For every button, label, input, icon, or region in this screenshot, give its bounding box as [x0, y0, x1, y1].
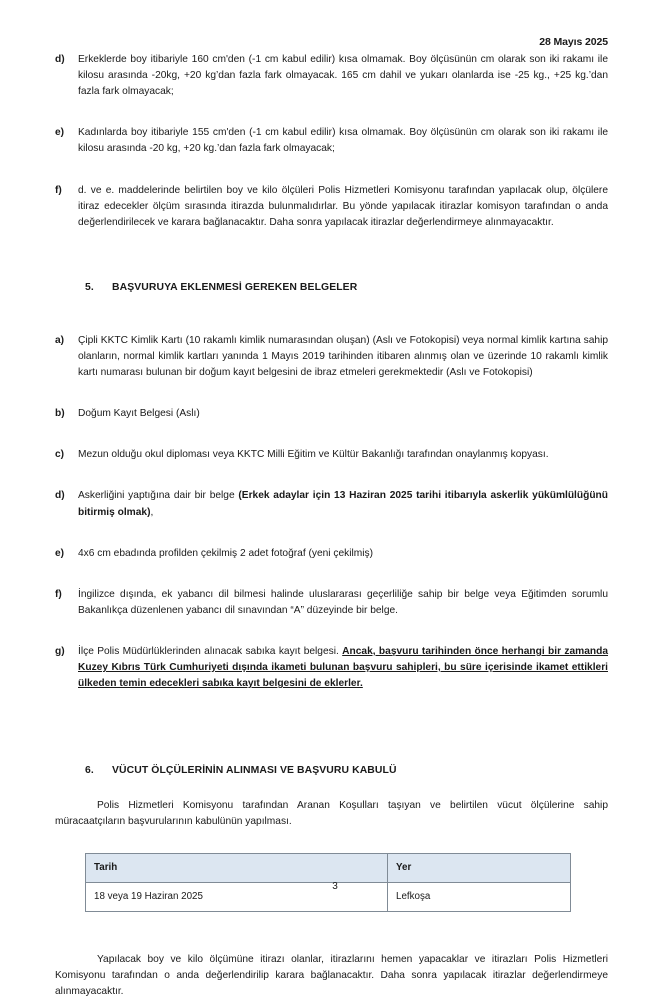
list-item	[55, 52, 608, 100]
section-title: BAŞVURUYA EKLENMESİ GEREKEN BELGELER	[112, 281, 358, 293]
list-item-text	[78, 644, 608, 692]
list-item	[55, 125, 608, 157]
spacer	[0, 743, 670, 765]
list-item-marker: a)	[55, 334, 65, 346]
spacer	[0, 392, 670, 406]
section6-intro-paragraph: Polis Hizmetleri Komisyonu tarafından Aranan Koşulları taşıyan ve belirtilen vücut ölçülerine sahip müracaatçıların başvurularının kabulünün yapılması.	[55, 800, 608, 828]
list-item-text: İngilizce dışında, ek yabancı dil bilmesi halinde uluslararası geçerliliğe sahip bir belge veya Eğitimden sorumlu Bakanlıkça düzenlenen yabancı dil sınavından “A” düzeyinde bir belge.	[78, 588, 608, 616]
section-title: VÜCUT ÖLÇÜLERİNİN ALINMASI VE BAŞVURU KABULÜ	[112, 765, 397, 777]
spacer	[0, 703, 670, 743]
spacer	[0, 831, 670, 853]
list-item	[55, 406, 608, 422]
header-date: 28 Mayıs 2025	[539, 36, 608, 48]
spacer	[0, 776, 670, 798]
list-item-marker: e)	[55, 547, 65, 559]
list-item-marker: d)	[55, 54, 65, 65]
table-header-row	[86, 853, 571, 882]
list-item-marker: d)	[55, 490, 65, 502]
list-item-text: Kadınlarda boy itibariyle 155 cm'den (-1 cm kabul edilir) kısa olmamak. Boy ölçüsünün cm olarak son iki rakamı ile kilosu arasında -20 kg, +20 kg.’dan fazla fark olmayacak;	[78, 127, 608, 155]
list-item	[55, 546, 608, 562]
section-heading-5	[85, 282, 608, 293]
spacer	[0, 573, 670, 587]
list-item	[55, 488, 608, 520]
list-item-text-plain: Askerliğini yaptığına dair bir belge	[78, 490, 239, 502]
section-number: 6.	[85, 765, 94, 777]
list-item	[55, 644, 608, 692]
list-item	[55, 333, 608, 381]
list-item-text: 4x6 cm ebadında profilden çekilmiş 2 adet fotoğraf (yeni çekilmiş)	[78, 547, 374, 559]
spacer	[0, 912, 670, 952]
list-item-text: Çipli KKTC Kimlik Kartı (10 rakamlı kimlik numarasından oluşan) (Aslı ve Fotokopisi) veya normal kimlik kartına sahip olanların, normal kimlik kartları yanında 1 Mayıs 2019 tarihinden itibaren alınmış olan ve üzerinde 10 rakamlı kimlik kartı numarası bulunan bir doğum kayıt belgesini de ibraz etmeleri gerekmektedir (Aslı ve Fotokopisi)	[78, 334, 608, 379]
list-item-marker: c)	[55, 449, 65, 461]
spacer	[0, 169, 670, 183]
spacer	[0, 630, 670, 644]
list-item-marker: e)	[55, 127, 65, 139]
list-item-marker: g)	[55, 645, 65, 657]
section-number: 5.	[85, 281, 94, 293]
list-item-text-plain: İlçe Polis Müdürlüklerinden alınacak sabıka kayıt belgesi.	[78, 645, 343, 657]
spacer	[0, 293, 670, 333]
list-item-text: d. ve e. maddelerinde belirtilen boy ve kilo ölçüleri Polis Hizmetleri Komisyonu tarafından yapılacak olup, ölçülere itiraz edecekler ölçüm sırasında itirazda bulunmalıdırlar. Bu yönde yapılacak itirazlar komisyon tarafından o anda değerlendirilecek ve karara bağlanacaktır. Daha sonra yapılacak itirazlar değerlendirmeye alınmayacaktır.	[78, 184, 608, 228]
spacer	[0, 242, 670, 282]
table-cell-yer: Lefkoşa	[388, 882, 571, 911]
list-item	[55, 587, 608, 619]
list-item-text: Doğum Kayıt Belgesi (Aslı)	[78, 408, 200, 420]
list-item	[55, 183, 608, 231]
spacer	[0, 433, 670, 447]
page-number: 3	[332, 881, 338, 892]
table-header-cell-tarih: Tarih	[86, 853, 388, 882]
list-item	[55, 447, 608, 463]
table-header-cell-yer: Yer	[388, 853, 571, 882]
list-item-marker: f)	[55, 184, 62, 196]
list-item-text-tail: ,	[150, 506, 154, 518]
list-item-text: Erkeklerde boy itibariyle 160 cm'den (-1 cm kabul edilir) kısa olmamak. Boy ölçüsünün cm olarak son iki rakamı ile kilosu arasında -20kg, +20 kg’dan fazla fark olmayacak. 165 cm dahil ve yukarı olanlarda ise -25 kg., +25 kg.’dan fazla fark olmayacak;	[78, 54, 608, 98]
document-body	[0, 52, 670, 1000]
section6-closing-paragraph: Yapılacak boy ve kilo ölçümüne itirazı olanlar, itirazlarını hemen yapacaklar ve itirazları Polis Hizmetleri Komisyonu tarafından o anda değerlendirilip karara bağlanacaktır. Daha sonra yapılacak itirazlar değerlendirmeye alınmayacaktır.	[55, 953, 608, 997]
list-item-text-emphasis: Ancak, başvuru tarihinden önce herhangi bir zamanda Kuzey Kıbrıs Türk Cumhuriyeti dışında ikameti bulunan başvuru sahipleri, bu süre içerisinde ikamet ettikleri ülkeden temin edecekleri sabıka kayıt belgesini de eklerler.	[78, 645, 609, 690]
table-cell-tarih: 18 veya 19 Haziran 2025	[86, 882, 388, 911]
list-item-text-emphasis: (Erkek adaylar için 13 Haziran 2025 tarihi itibarıyla askerlik yükümlülüğünü bitirmiş olmak)	[78, 490, 609, 518]
list-item-marker: b)	[55, 408, 65, 420]
list-item-marker: f)	[55, 588, 62, 600]
list-item-text	[78, 488, 608, 520]
spacer	[0, 474, 670, 488]
section-heading-6	[85, 765, 608, 776]
list-item-text: Mezun olduğu okul diploması veya KKTC Milli Eğitim ve Kültür Bakanlığı tarafından onaylanmış kopyası.	[78, 449, 549, 461]
spacer	[0, 111, 670, 125]
spacer	[0, 532, 670, 546]
